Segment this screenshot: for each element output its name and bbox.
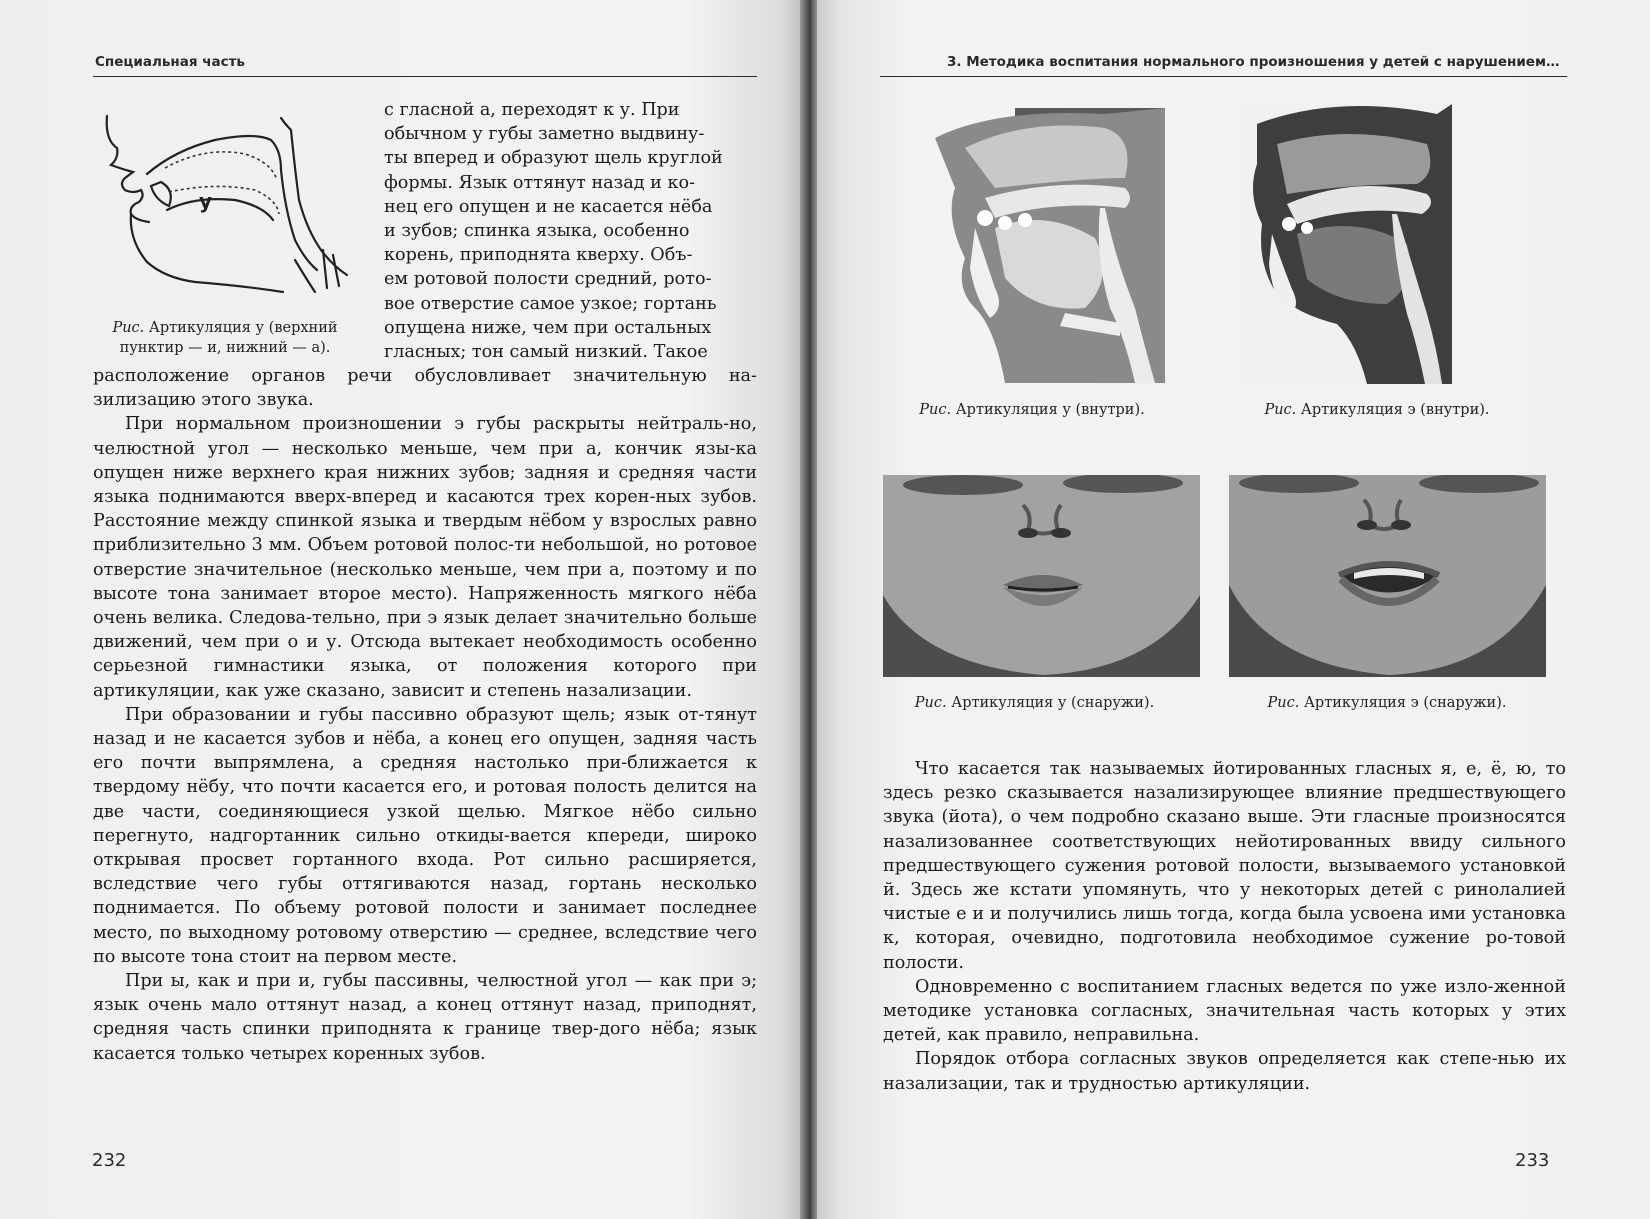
- caption-u-outside: [862, 693, 1207, 713]
- vocal-tract-outline-drawing: [95, 110, 360, 315]
- wrap-line: с гласной а, переходят к у. При: [384, 100, 680, 120]
- wrap-line: корень, приподнята кверху. Объ-: [384, 245, 693, 266]
- wrap-line: формы. Язык оттянут назад и ко-: [384, 172, 696, 193]
- caption-u-inside: [867, 400, 1197, 420]
- left-page: [0, 0, 805, 1219]
- caption-text: Артикуляция у (внутри).: [955, 402, 1145, 418]
- sagittal-section-u-image: [935, 108, 1165, 383]
- body-text-right: [883, 757, 1566, 1096]
- wrap-line: гласных; тон самый низкий. Такое: [384, 342, 708, 363]
- paragraph: При образовании и губы пассивно образуют щель; язык от-тянут назад и не касается зубов и нёба, а конец его опущен, задняя часть его почти выпрямлена, а средняя настолько при-ближается к твердому нёбу, что почти касается его, и ротовая полость делится на две части, соединяющиеся узкой щелью. Мягкое нёбо сильно перегнуто, надгортанник сильно откиды-вается кпереди, широко открывая просвет гортанного входа. Рот сильно расширяется, вследствие чего губы оттягиваются назад, гортань несколько поднимается. По объему ротовой полости и занимает последнее место, по выходному ротовому отверстию — среднее, вследствие чего по высоте тона стоит на первом месте.: [93, 704, 757, 967]
- right-page: [817, 0, 1650, 1219]
- caption-text: Артикуляция э (снаружи).: [1303, 695, 1507, 711]
- running-head-left: Специальная часть: [95, 54, 245, 70]
- wrap-line: ты вперед и образуют щель круглой: [384, 148, 723, 169]
- paragraph: Что касается так называемых йотированных гласных я, е, ё, ю, то здесь резко сказывается назализирующее влияние предшествующего звука (йота), о чем подробно сказано выше. Эти гласные произносятся назализованнее соответствующих нейотированных ввиду сильного предшествующего сужения ротовой полости, вызываемого установкой й. Здесь же кстати упомянуть, что у некоторых детей с ринолалией чистые е и и получились лишь тогда, когда была усвоена ими установка к, которая, очевидно, подготовила необходимое сужение ро-товой полости.: [883, 759, 1566, 973]
- caption-label: Рис.: [112, 320, 145, 336]
- figure-caption-left: [90, 318, 360, 358]
- page-number-right: 233: [1515, 1150, 1550, 1171]
- caption-label: Рис.: [1267, 695, 1300, 711]
- photo-articulation-e-outside: [1229, 475, 1546, 677]
- caption-text: Артикуляция у (снаружи).: [951, 695, 1155, 711]
- paragraph: При ы, как и при и, губы пассивны, челюстной угол — как при э; язык очень мало оттянут назад, а конец оттянут назад, приподнят, средняя часть спинки приподнята к границе твер-дого нёба; язык касается только четырех коренных зубов.: [93, 971, 757, 1064]
- face-photo-e: [1229, 475, 1546, 677]
- running-head-right: 3. Методика воспитания нормального произношения у детей с нарушением…: [947, 54, 1560, 70]
- wrap-line: вое отверстие самое узкое; гортань: [384, 293, 717, 314]
- caption-text: Артикуляция э (внутри).: [1300, 402, 1490, 418]
- caption-e-outside: [1207, 693, 1567, 713]
- caption-text: Артикуляция у (верхний пунктир — и, нижний — а).: [119, 320, 338, 356]
- page-number-left: 232: [92, 1150, 127, 1171]
- paragraph: При нормальном произношении э губы раскрыты нейтраль-но, челюстной угол — несколько меньше, чем при а, кончик язы-ка опущен ниже верхнего края нижних зубов; задняя и средняя части языка поднимаются вверх-вперед и касаются трех корен-ных зубов. Расстояние между спинкой языка и твердым нёбом у взрослых равно приблизительно 3 мм. Объем ротовой полос-ти небольшой, но ротовое отверстие значительное (несколько меньше, чем при а, поэтому и по высоте тона занимает второе место). Напряженность мягкого нёба очень велика. Следова-тельно, при э язык делает значительно больше движений, чем при о и у. Отсюда вытекает необходимость особенно серьезной гимнастики языка, от положения которого при артикуляции, как уже сказано, зависит и степень назализации.: [93, 414, 757, 701]
- caption-label: Рис.: [919, 402, 952, 418]
- caption-label: Рис.: [1264, 402, 1297, 418]
- wrap-line: обычном у губы заметно выдвину-: [384, 124, 705, 145]
- figure-articulation-u-diagram: [95, 110, 360, 315]
- paragraph: Порядок отбора согласных звуков определяется как степе-нью их назализации, так и трудностью артикуляции.: [883, 1049, 1566, 1094]
- wrap-line: ем ротовой полости средний, рото-: [384, 269, 712, 290]
- sagittal-section-e-image: [1237, 104, 1452, 384]
- wrap-line: опущена ниже, чем при остальных: [384, 317, 712, 338]
- header-rule-right: [880, 76, 1567, 77]
- photo-articulation-u-outside: [883, 475, 1200, 677]
- header-rule-left: [93, 76, 757, 77]
- caption-e-inside: [1197, 400, 1557, 420]
- body-text-left: [93, 364, 757, 1066]
- wrap-line: нец его опущен и не касается нёба: [384, 196, 713, 217]
- figure-articulation-e-inside: [1237, 104, 1452, 384]
- paragraph: расположение органов речи обусловливает значительную на-зилизацию этого звука.: [93, 366, 757, 411]
- wrap-text-block: [384, 98, 756, 364]
- figure-articulation-u-inside: [935, 108, 1165, 383]
- caption-label: Рис.: [914, 695, 947, 711]
- wrap-line: и зубов; спинка языка, особенно: [384, 221, 690, 242]
- face-photo-u: [883, 475, 1200, 677]
- paragraph: Одновременно с воспитанием гласных ведется по уже изло-женной методике установка согласных, значительная часть которых у этих детей, как правило, неправильна.: [883, 976, 1566, 1046]
- figure-letter-u: у: [199, 189, 213, 213]
